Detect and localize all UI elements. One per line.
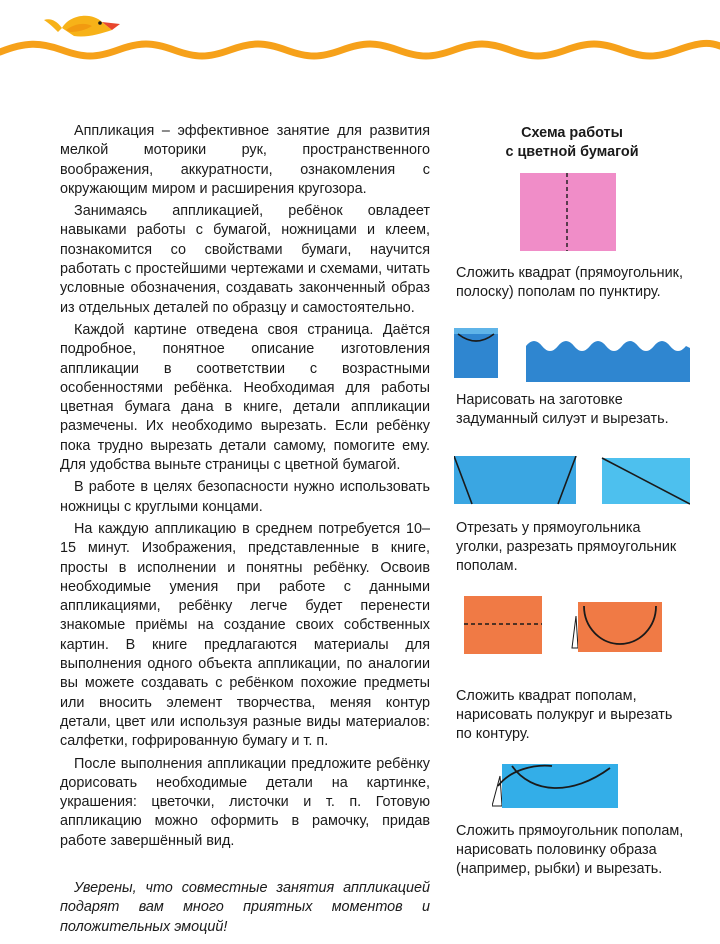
intro-paragraph: После выполнения аппликации предложите ребёнку дорисовать необходимые детали на картинке, украшения: цветочки, листочки и т. п. Готовую аппликацию можно оформить в рамочку, придав работе завершённый вид. — [60, 755, 430, 849]
closing-paragraph: Уверены, что совместные занятия аппликацией подарят вам много приятных моментов и положительных эмоций! — [60, 879, 430, 935]
step3-cut-corners-illustration — [454, 456, 690, 506]
intro-paragraph: На каждую аппликацию в среднем потребуется 10–15 минут. Изображения, представленные в книге, просты в исполнении и понятны ребёнку. Освоив необходимые умения при работе с данными аппликациями, ребёнку легче будет перенести знакомые приёмы на создание своих собственных картин. В книге предлагаются материалы для выполнения одного объекта аппликации, по аналогии вы можете создавать с ребёнком похожие предметы или вносить элемент творчества, меняя контур детали, цвет или используя разные виды материалов: салфетки, гофрированную бумагу и т. п. — [60, 520, 430, 750]
intro-paragraph: Аппликация – эффективное занятие для развития мелкой моторики рук, пространственного воображения, аккуратности, ознакомления с окружающим миром и расширения кругозора. — [60, 123, 430, 197]
step2-silhouette-illustration — [454, 326, 690, 382]
scheme-title: Схема работы с цветной бумагой — [505, 125, 639, 160]
step1-caption: Сложить квадрат (прямоугольник, полоску) пополам по пунктиру. — [456, 265, 683, 300]
step5-caption: Сложить прямоугольник пополам, нарисовать половинку образа (например, рыбки) и вырезать. — [456, 823, 684, 877]
step4-half-circle-illustration — [454, 596, 690, 656]
step3-caption: Отрезать у прямоугольника уголки, разрезать прямоугольник пополам. — [456, 520, 677, 574]
intro-paragraph: Занимаясь аппликацией, ребёнок овладеет навыками работы с бумагой, ножницами и клеем, познакомится со свойствами бумаги, научится работать с простейшими чертежами и схемами, читать условные обозначения, создавать законченный образ из отдельных деталей по образцу и самостоятельно. — [60, 203, 430, 316]
step1-folded-square-illustration — [520, 173, 616, 251]
step2-caption: Нарисовать на заготовке задуманный силуэт и вырезать. — [456, 392, 669, 427]
paper-scheme — [452, 0, 692, 944]
intro-paragraph: Каждой картине отведена своя страница. Даётся подробное, понятное описание изготовления аппликации в соответствии с возрастными особенностями ребёнка. Необходимая для работы цветная бумага дана в книге, детали аппликации размечены. Их необходимо вырезать. Если ребёнку пока трудно вырезать детали самому, помогите ему. Для удобства выньте страницы с цветной бумагой. — [60, 321, 430, 474]
step4-caption: Сложить квадрат пополам, нарисовать полукруг и вырезать по контуру. — [456, 688, 673, 742]
intro-text — [60, 122, 430, 940]
bird-icon — [44, 16, 120, 37]
step5-half-image-illustration — [492, 764, 622, 810]
intro-paragraph: В работе в целях безопасности нужно использовать ножницы с круглыми концами. — [60, 479, 430, 515]
